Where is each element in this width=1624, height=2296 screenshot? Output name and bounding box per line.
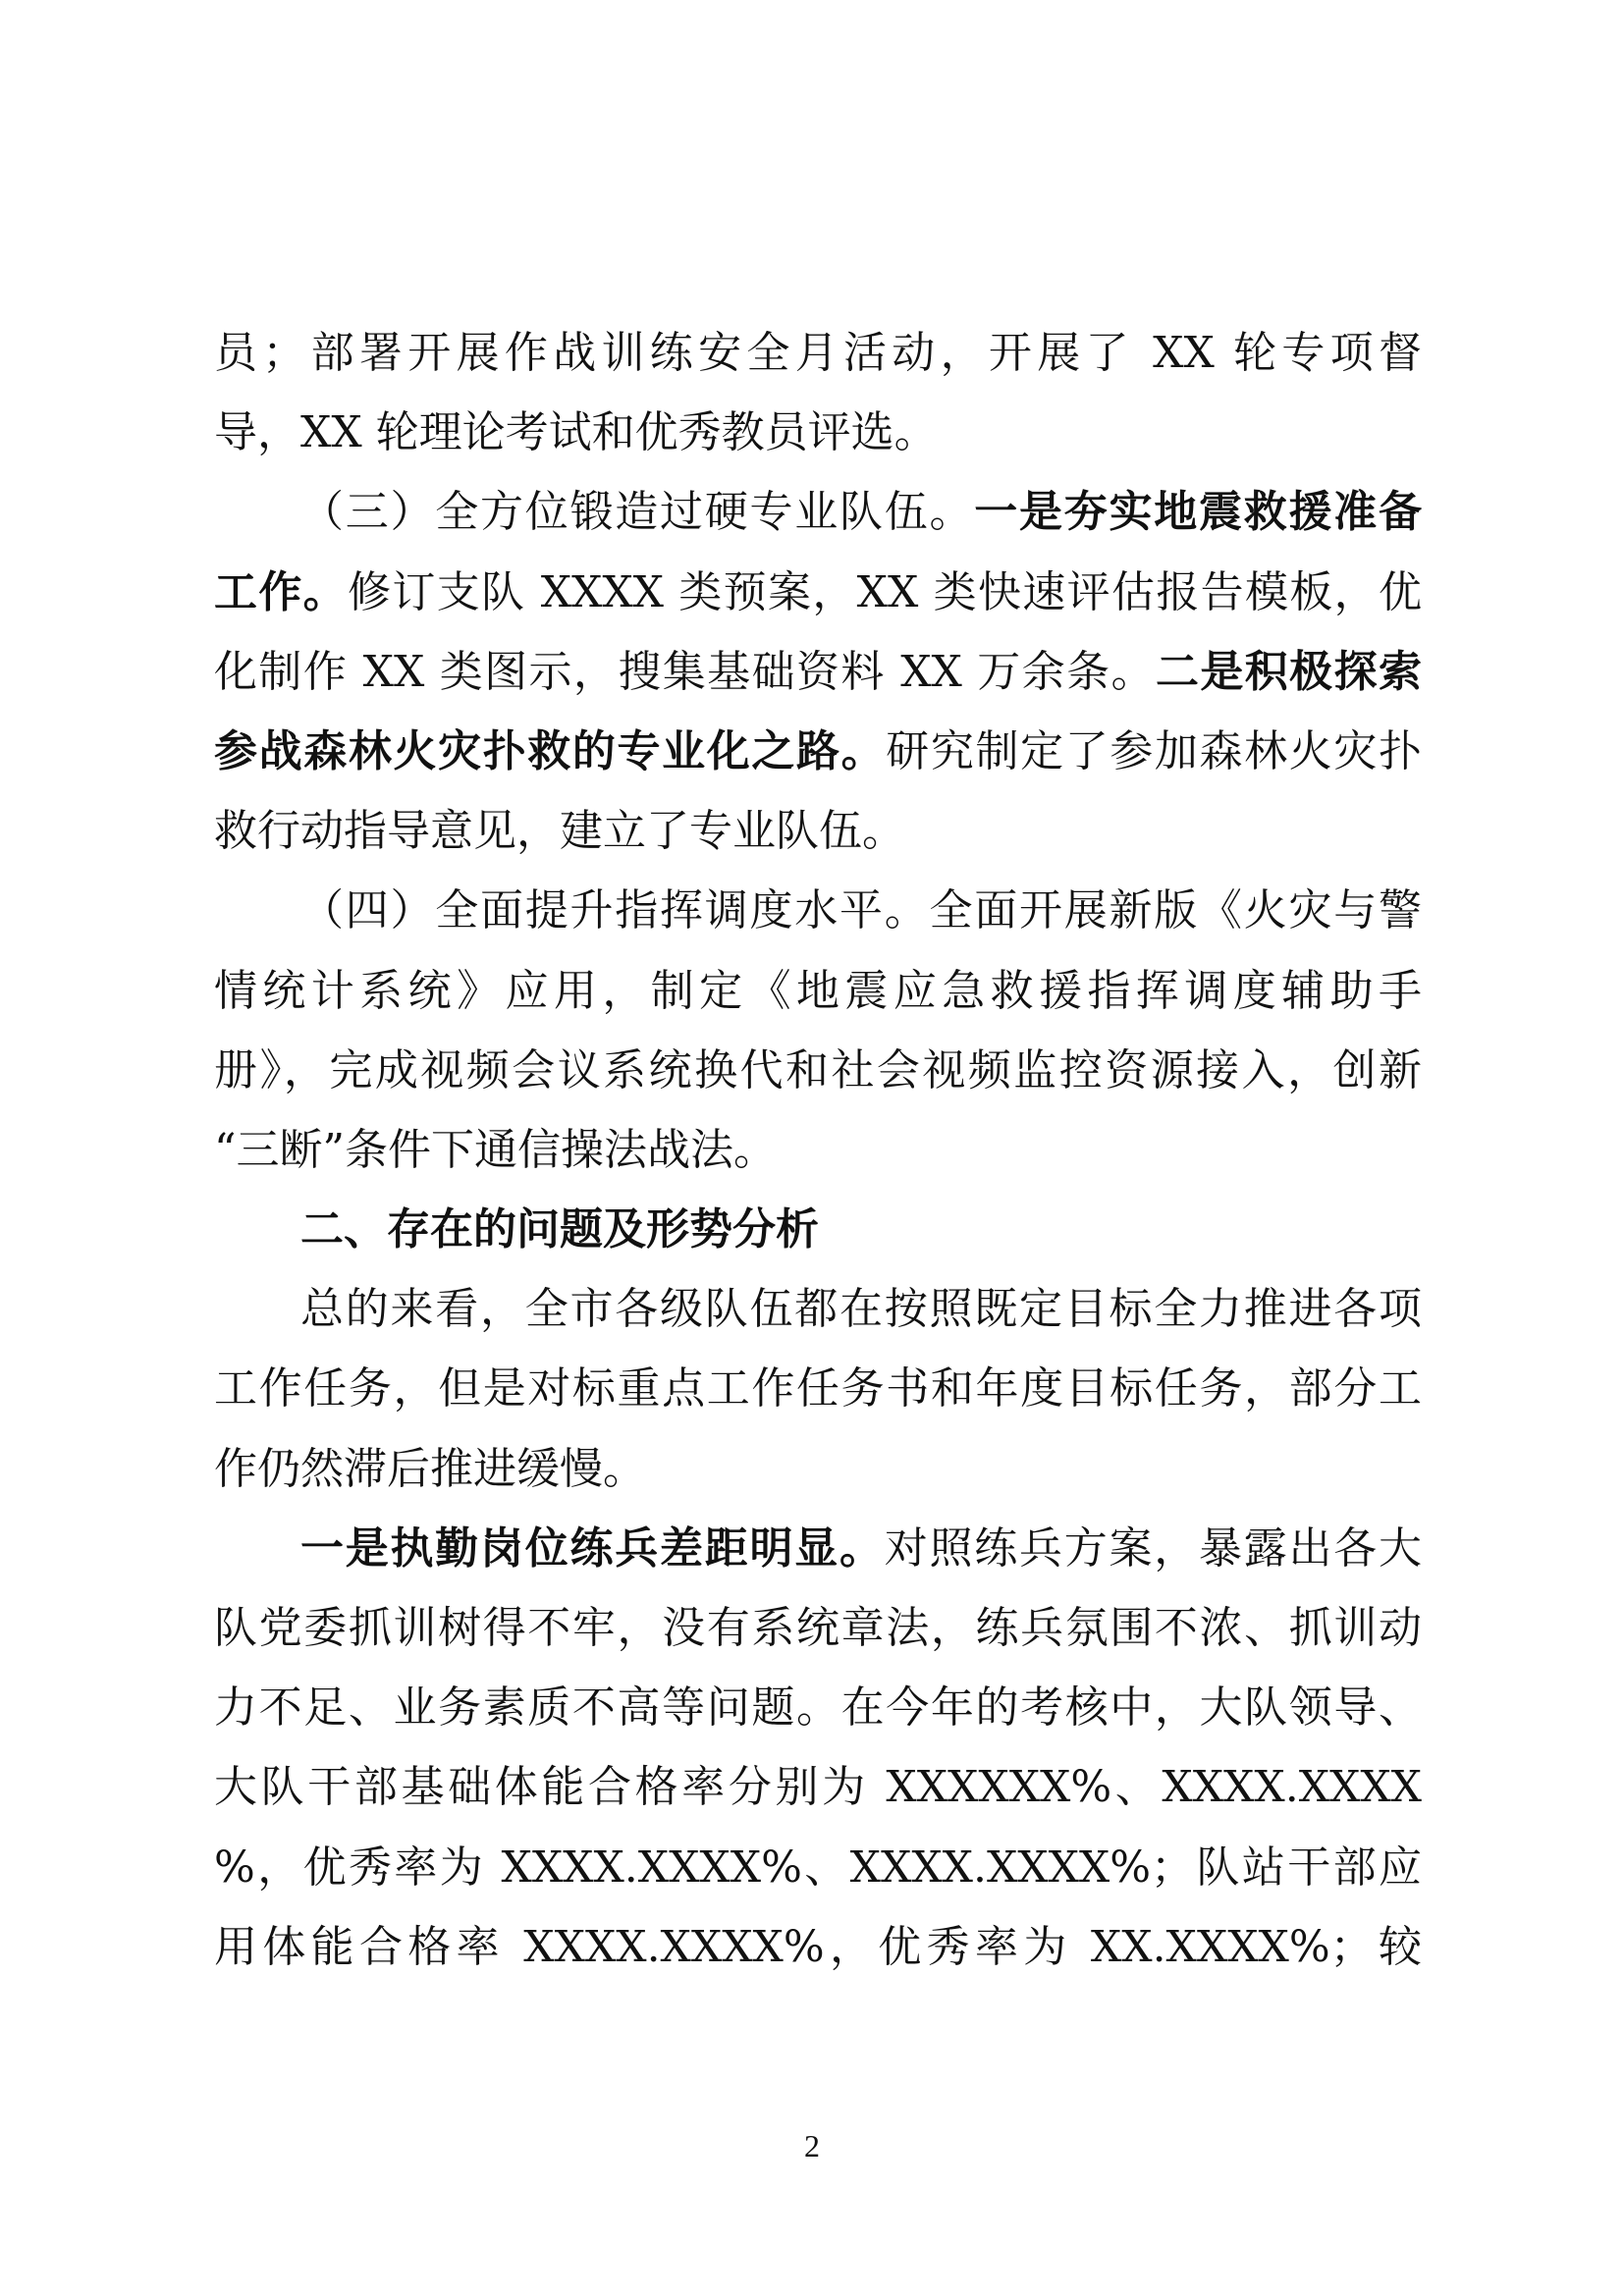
section-heading-4	[214, 871, 1422, 950]
text: 修订支队 XXXX 类预案，XX 类快速评估报告模板，优	[348, 566, 1423, 617]
text-line	[214, 313, 1422, 393]
text: 力不足、业务素质不高等问题。在今年的考核中，大队领导、	[214, 1682, 1422, 1734]
bold-point: 参战森林火灾扑救的专业化之路。	[214, 725, 887, 776]
text: 救行动指导意见，建立了专业队伍。	[214, 806, 905, 857]
text-line	[214, 1828, 1422, 1907]
text: 工作任务，但是对标重点工作任务书和年度目标任务，部分工	[214, 1363, 1422, 1415]
text-line	[214, 1349, 1422, 1428]
text-line	[214, 1429, 1422, 1509]
text-line	[214, 1110, 1422, 1190]
bold-point: 一是执勤岗位练兵差距明显。	[300, 1522, 885, 1574]
text-line	[214, 1668, 1422, 1747]
section-title: （三）全方位锻造过硬专业队伍。	[300, 487, 975, 538]
text-line	[214, 1588, 1422, 1668]
bold-point: 一是夯实地震救援准备	[974, 487, 1422, 538]
text-line	[214, 553, 1422, 632]
text: 化制作 XX 类图示，搜集基础资料 XX 万余条。	[214, 646, 1156, 697]
text: 队党委抓训树得不牢，没有系统章法，练兵氛围不浓、抓训动	[214, 1603, 1422, 1653]
text: 导，XX 轮理论考试和优秀教员评选。	[214, 407, 938, 458]
text: 册》，完成视频会议系统换代和社会视频监控资源接入，创新	[214, 1044, 1422, 1095]
text: 情统计系统》应用，制定《地震应急救援指挥调度辅助手	[214, 965, 1422, 1016]
text: （四）全面提升指挥调度水平。全面开展新版《火灾与警	[300, 885, 1422, 936]
text: 对照练兵方案，暴露出各大	[884, 1522, 1422, 1574]
text: 研究制定了参加森林火灾扑	[886, 725, 1423, 776]
text: 总的来看，全市各级队伍都在按照既定目标全力推进各项	[300, 1284, 1422, 1335]
text-line	[214, 951, 1422, 1031]
text: %，优秀率为 XXXX.XXXX%、XXXX.XXXX%；队站干部应	[214, 1842, 1422, 1893]
text-line	[214, 1031, 1422, 1110]
text-line	[214, 632, 1422, 712]
text-line	[214, 1269, 1422, 1349]
text-line	[214, 791, 1422, 871]
text: “三断”条件下通信操法战法。	[214, 1124, 777, 1175]
bold-point: 工作。	[214, 566, 349, 617]
text-line	[214, 712, 1422, 791]
text: 员；部署开展作战训练安全月活动，开展了 XX 轮专项督	[214, 328, 1422, 378]
text-line	[214, 1907, 1422, 1987]
heading-text: 二、存在的问题及形势分析	[300, 1204, 819, 1255]
page-number: 2	[804, 2128, 820, 2163]
text: 作仍然滞后推进缓慢。	[214, 1443, 646, 1494]
section-heading-3	[214, 472, 1422, 552]
text-line	[214, 1509, 1422, 1588]
chapter-heading	[214, 1190, 1422, 1269]
text-line	[214, 1747, 1422, 1827]
bold-point: 二是积极探索	[1155, 646, 1423, 697]
text: 用体能合格率 XXXX.XXXX%，优秀率为 XX.XXXX%；较	[214, 1921, 1422, 1972]
text-line	[214, 393, 1422, 472]
document-body	[214, 313, 1422, 1987]
text: 大队干部基础体能合格率分别为 XXXXXX%、XXXX.XXXX	[214, 1762, 1422, 1813]
